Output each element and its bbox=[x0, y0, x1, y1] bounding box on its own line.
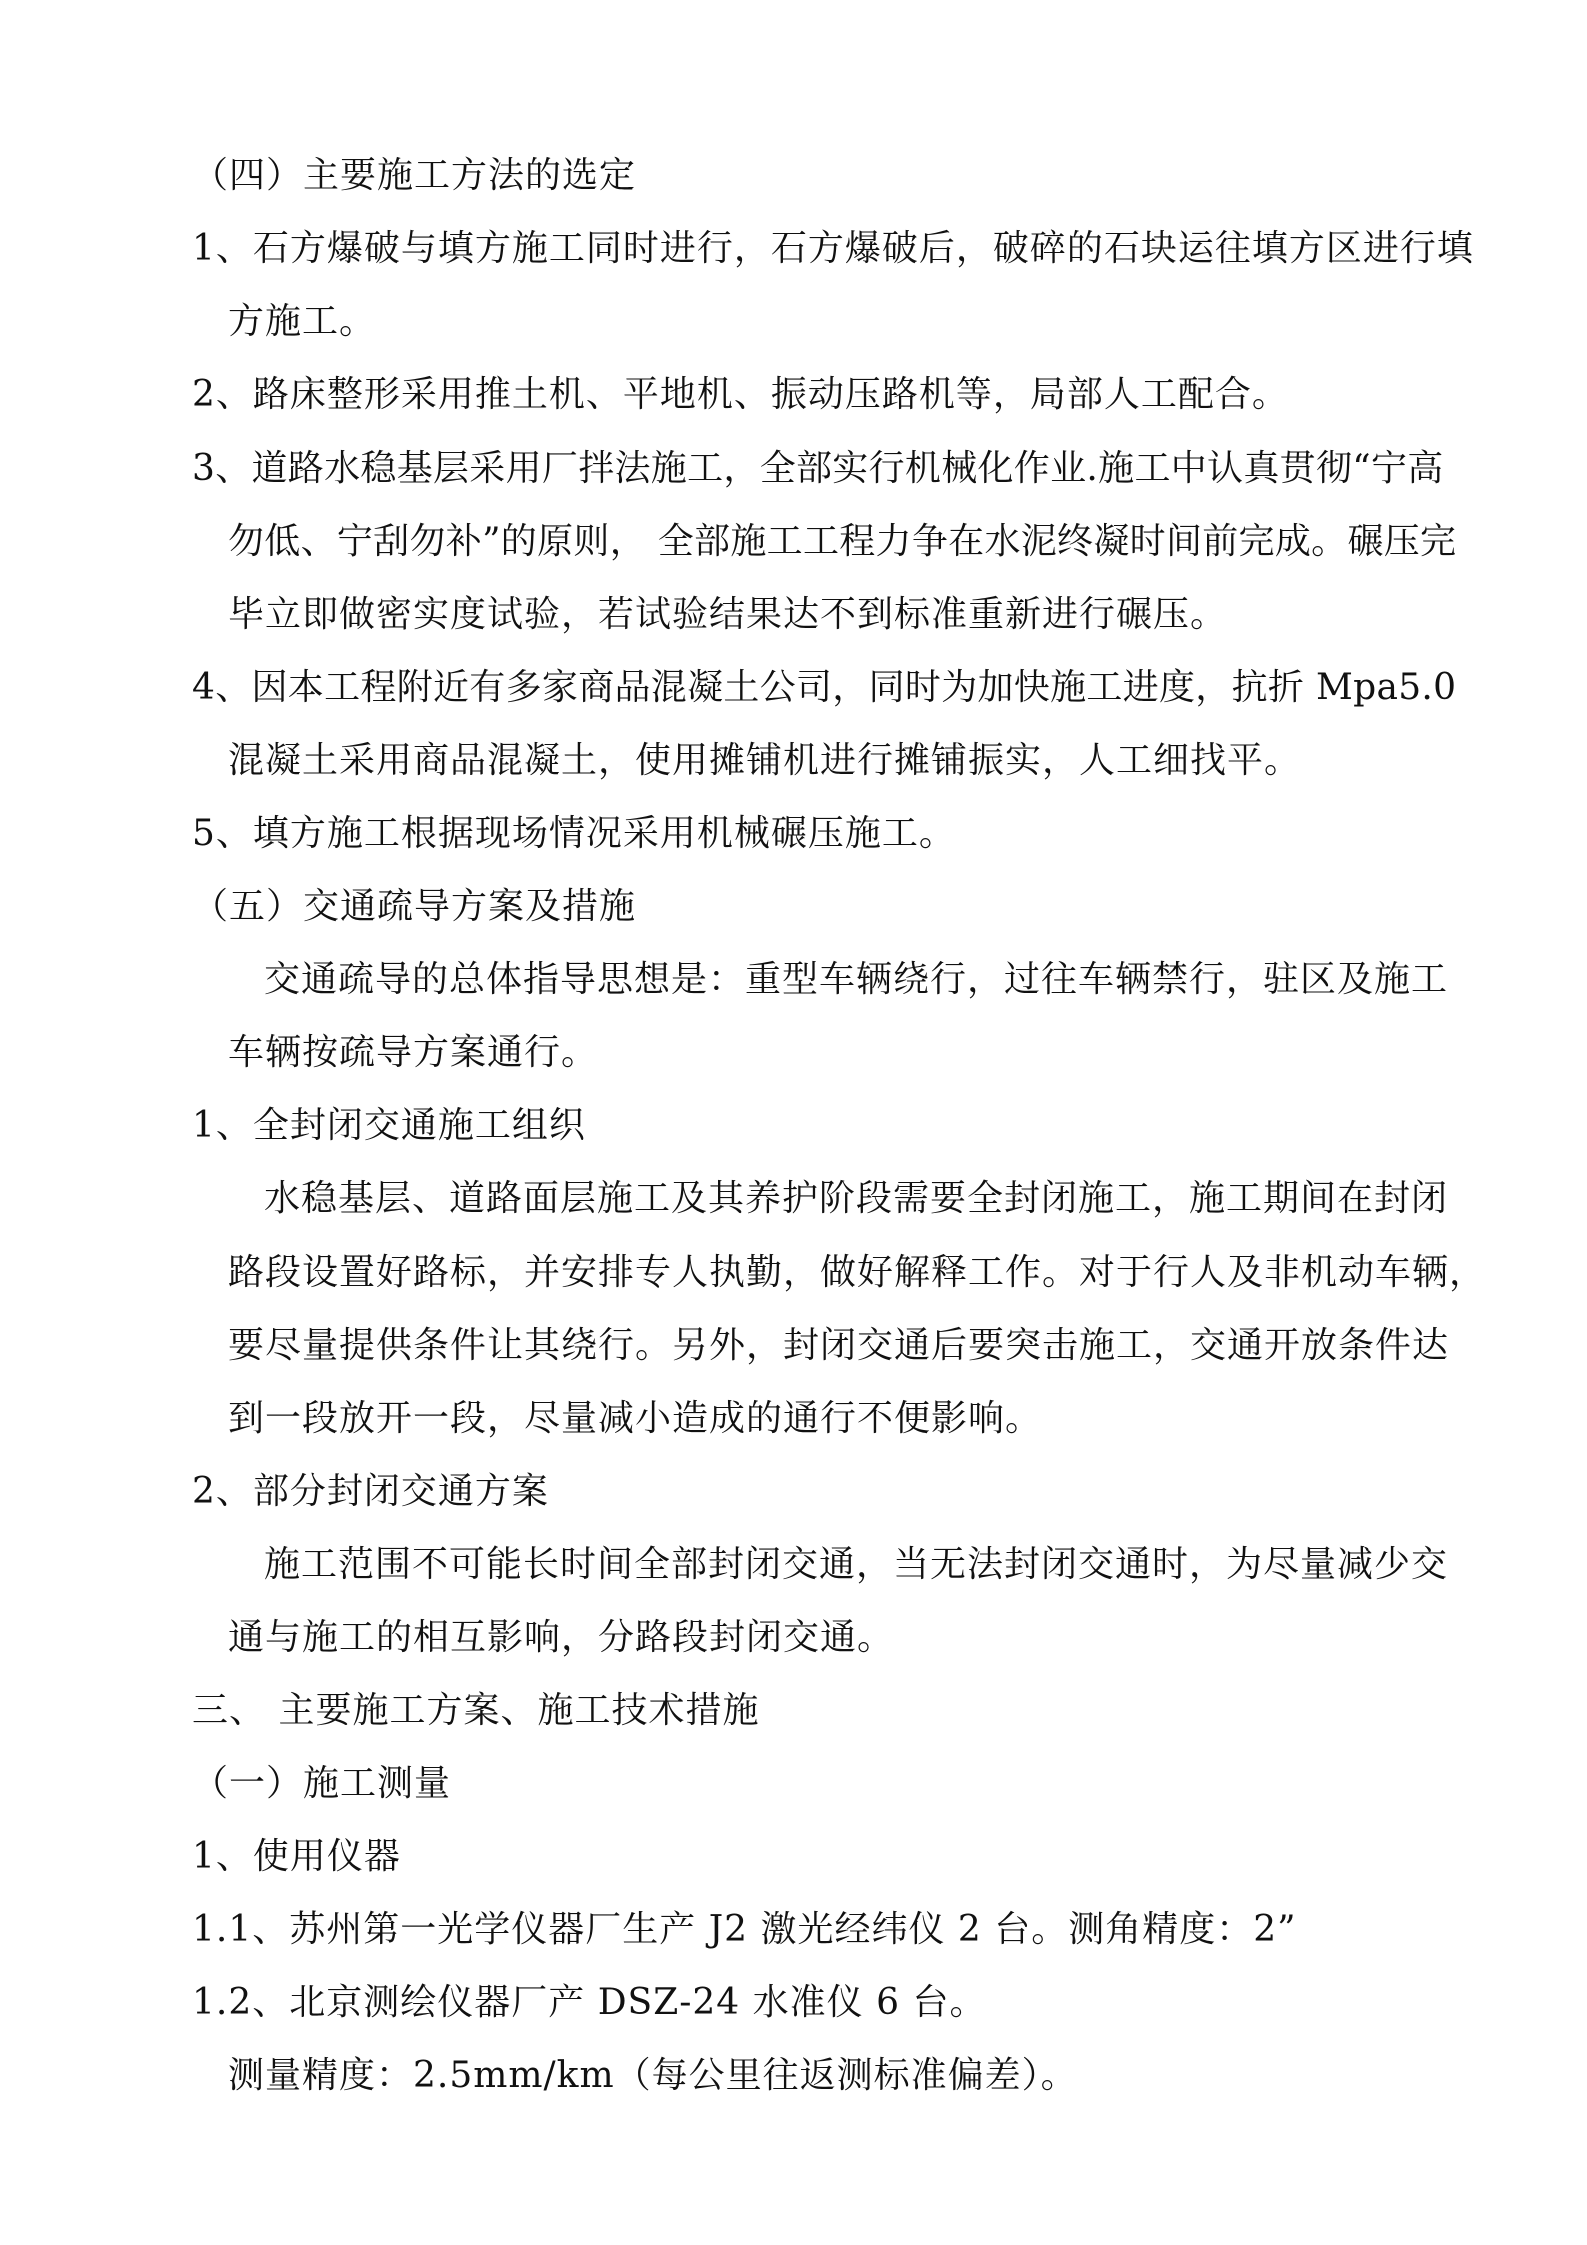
paragraph-line: 方施工。 bbox=[228, 301, 377, 342]
paragraph-line: 水稳基层、道路面层施工及其养护阶段需要全封闭施工，施工期间在封闭 bbox=[264, 1178, 1449, 1219]
paragraph-line: 路段设置好路标，并安排专人执勤，做好解释工作。对于行人及非机动车辆， bbox=[228, 1252, 1487, 1293]
chapter-heading-construction-plan: 三、 主要施工方案、施工技术措施 bbox=[192, 1690, 760, 1731]
paragraph-line: 2、路床整形采用推土机、平地机、振动压路机等，局部人工配合。 bbox=[192, 374, 1289, 415]
section-heading-survey: （一）施工测量 bbox=[192, 1763, 452, 1804]
paragraph-line: 通与施工的相互影响，分路段封闭交通。 bbox=[228, 1617, 895, 1658]
paragraph-line: 3、道路水稳基层采用厂拌法施工，全部实行机械化作业.施工中认真贯彻“宁高 bbox=[192, 448, 1444, 489]
paragraph-line: 车辆按疏导方案通行。 bbox=[228, 1032, 599, 1073]
paragraph-line: 交通疏导的总体指导思想是：重型车辆绕行，过往车辆禁行，驻区及施工 bbox=[264, 959, 1449, 1000]
paragraph-line: 施工范围不可能长时间全部封闭交通，当无法封闭交通时，为尽量减少交 bbox=[264, 1544, 1449, 1585]
paragraph-line: 5、填方施工根据现场情况采用机械碾压施工。 bbox=[192, 813, 956, 854]
paragraph-line: 1、石方爆破与填方施工同时进行，石方爆破后，破碎的石块运往填方区进行填 bbox=[192, 228, 1474, 269]
paragraph-line: 要尽量提供条件让其绕行。另外，封闭交通后要突击施工，交通开放条件达 bbox=[228, 1325, 1450, 1366]
paragraph-line: 测量精度：2.5mm/km（每公里往返测标准偏差）。 bbox=[228, 2055, 1078, 2096]
section-heading-main-methods: （四）主要施工方法的选定 bbox=[192, 155, 637, 196]
section-heading-traffic: （五）交通疏导方案及措施 bbox=[192, 886, 637, 927]
subheading-full-closure: 1、全封闭交通施工组织 bbox=[192, 1105, 586, 1146]
paragraph-line: 毕立即做密实度试验，若试验结果达不到标准重新进行碾压。 bbox=[228, 594, 1228, 635]
paragraph-line: 勿低、宁刮勿补”的原则， 全部施工工程力争在水泥终凝时间前完成。碾压完 bbox=[228, 521, 1457, 562]
subheading-instruments: 1、使用仪器 bbox=[192, 1836, 401, 1877]
paragraph-line: 1.2、北京测绘仪器厂产 DSZ-24 水准仪 6 台。 bbox=[192, 1982, 987, 2023]
paragraph-line: 1.1、苏州第一光学仪器厂生产 J2 激光经纬仪 2 台。测角精度：2” bbox=[192, 1909, 1297, 1950]
paragraph-line: 4、因本工程附近有多家商品混凝土公司，同时为加快施工进度，抗折 Mpa5.0 bbox=[192, 667, 1457, 708]
paragraph-line: 到一段放开一段，尽量减小造成的通行不便影响。 bbox=[228, 1398, 1043, 1439]
subheading-partial-closure: 2、部分封闭交通方案 bbox=[192, 1471, 549, 1512]
paragraph-line: 混凝土采用商品混凝土，使用摊铺机进行摊铺振实，人工细找平。 bbox=[228, 740, 1302, 781]
